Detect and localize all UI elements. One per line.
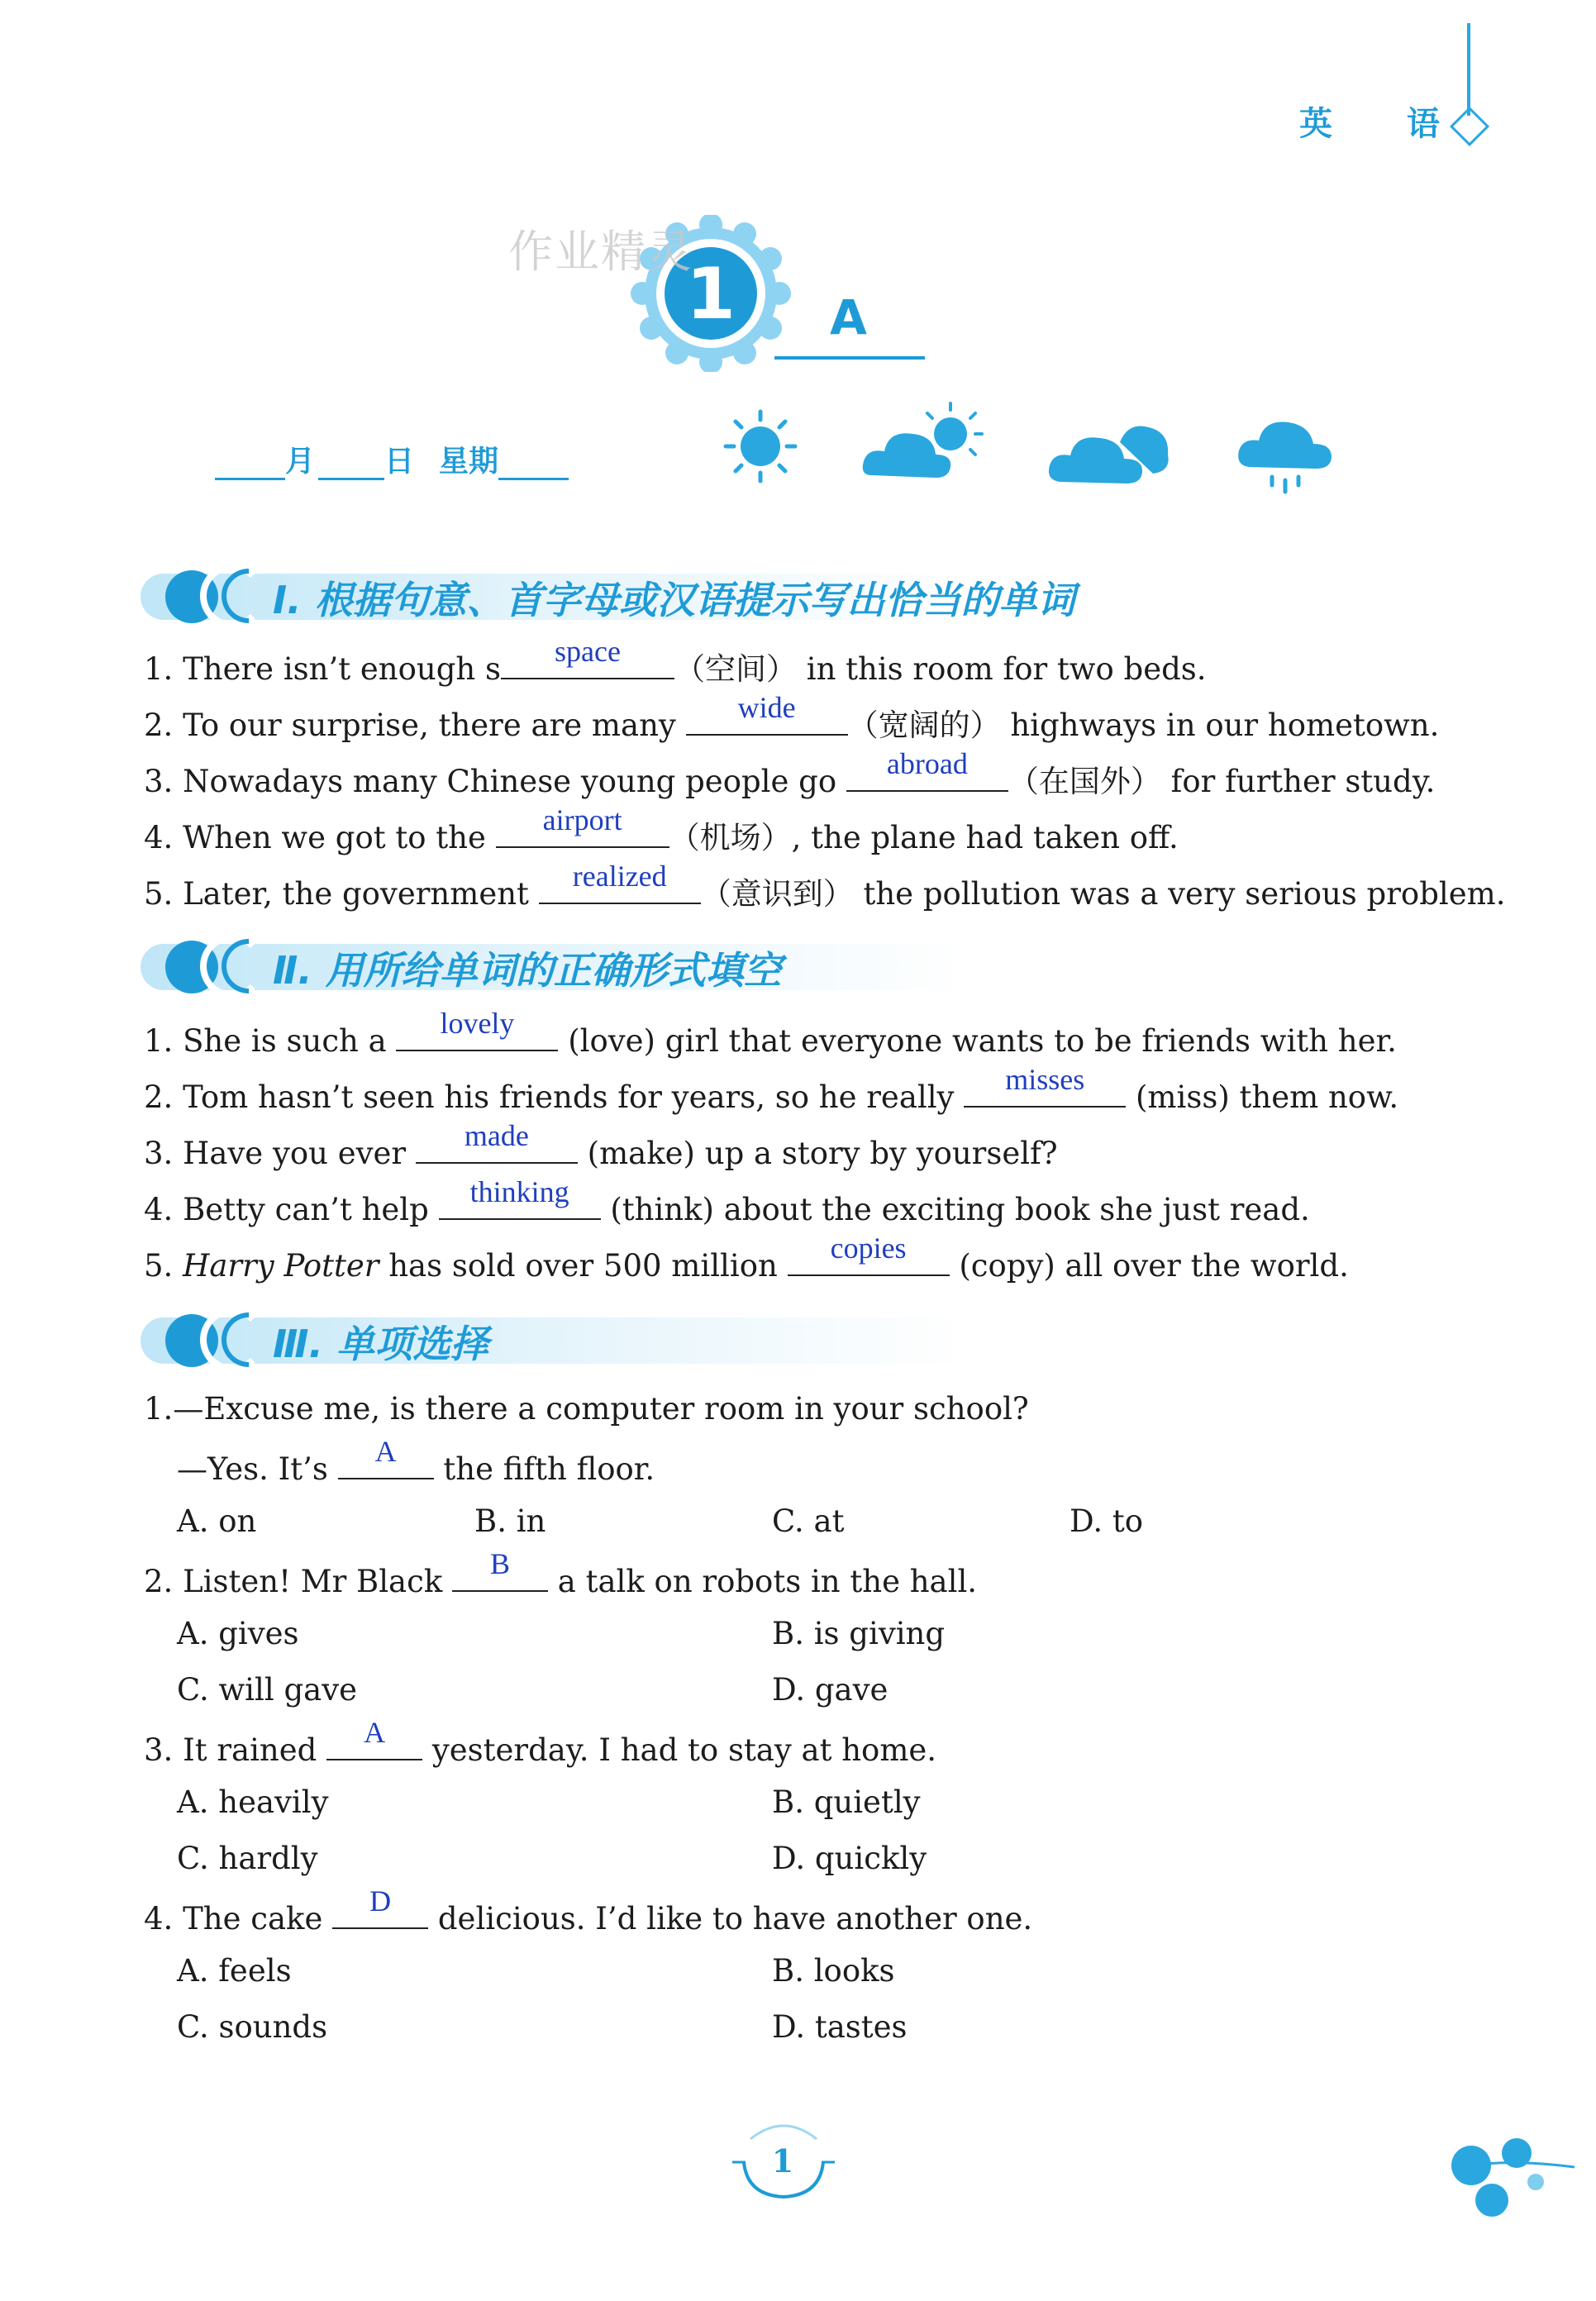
s3-q1-option-b[interactable]: B. in bbox=[474, 1503, 546, 1539]
decorative-dots-icon bbox=[1438, 2124, 1579, 2223]
s2-item-1: 1. She is such a lovely (love) girl that everyone wants to be friends with her. bbox=[144, 1007, 1397, 1059]
s3-answer-3[interactable]: A bbox=[326, 1726, 422, 1760]
day-blank[interactable] bbox=[318, 448, 384, 480]
s1-item-1: 1. There isn’t enough s space （空间） in this room for two beds. bbox=[144, 635, 1207, 687]
day-label: 日 bbox=[384, 445, 415, 479]
unit-number: 1 bbox=[686, 253, 736, 336]
s1-answer-3[interactable]: abroad bbox=[846, 757, 1008, 792]
month-label: 月 bbox=[285, 445, 316, 479]
rain-icon[interactable] bbox=[1236, 409, 1335, 500]
s1-answer-1[interactable]: space bbox=[501, 645, 674, 679]
weekday-blank[interactable] bbox=[498, 448, 569, 480]
s3-q1-option-a[interactable]: A. on bbox=[177, 1503, 257, 1539]
s1-item-5: 5. Later, the government realized （意识到） the pollution was a very serious problem. bbox=[144, 860, 1506, 912]
sun-icon[interactable] bbox=[719, 405, 802, 488]
section-1-title: Ⅰ. 根据句意、首字母或汉语提示写出恰当的单词 bbox=[273, 578, 1075, 622]
s3-q3: 3. It rained A yesterday. I had to stay at home. bbox=[144, 1716, 937, 1768]
unit-letter: A bbox=[830, 289, 867, 345]
month-blank[interactable] bbox=[215, 448, 285, 480]
s1-answer-4[interactable]: airport bbox=[496, 813, 669, 848]
s3-answer-4[interactable]: D bbox=[332, 1894, 428, 1929]
s2-answer-4[interactable]: thinking bbox=[439, 1185, 601, 1220]
weekday-label: 星期 bbox=[439, 445, 499, 479]
s2-item-4: 4. Betty can’t help thinking (think) about the exciting book she just read. bbox=[144, 1175, 1310, 1227]
s3-q3-option-c[interactable]: C. hardly bbox=[177, 1841, 318, 1876]
s3-q2-option-b[interactable]: B. is giving bbox=[772, 1616, 946, 1651]
s3-q1-option-c[interactable]: C. at bbox=[772, 1503, 845, 1539]
s3-q3-option-a[interactable]: A. heavily bbox=[177, 1784, 329, 1820]
partly-cloudy-icon[interactable] bbox=[860, 397, 992, 488]
section-2-heading bbox=[141, 934, 967, 1002]
page-number: 1 bbox=[771, 2142, 794, 2180]
s3-q4-option-a[interactable]: A. feels bbox=[177, 1953, 292, 1989]
s3-q1-line1: 1.—Excuse me, is there a computer room in your school? bbox=[144, 1391, 1029, 1427]
s2-item-5: 5. Harry Potter has sold over 500 million copies (copy) all over the world. bbox=[144, 1231, 1349, 1284]
s3-answer-1[interactable]: A bbox=[338, 1445, 434, 1479]
s2-answer-5[interactable]: copies bbox=[788, 1241, 950, 1276]
s3-q3-option-d[interactable]: D. quickly bbox=[772, 1841, 927, 1876]
s2-item-2: 2. Tom hasn’t seen his friends for years, so he really misses (miss) them now. bbox=[144, 1063, 1399, 1115]
section-1-heading bbox=[141, 564, 1075, 631]
s2-answer-1[interactable]: lovely bbox=[396, 1017, 558, 1051]
subject-label: 英 语 bbox=[1299, 105, 1471, 143]
cloudy-icon[interactable] bbox=[1046, 409, 1178, 488]
s1-item-2: 2. To our surprise, there are many wide （宽阔的） highways in our hometown. bbox=[144, 691, 1440, 743]
s3-q4-option-b[interactable]: B. looks bbox=[772, 1953, 895, 1989]
s3-q2-option-a[interactable]: A. gives bbox=[177, 1616, 299, 1651]
section-3-title: Ⅲ. 单项选择 bbox=[273, 1322, 488, 1366]
s3-q1-line2: —Yes. It’s A the fifth floor. bbox=[177, 1435, 655, 1487]
s1-item-3: 3. Nowadays many Chinese young people go abroad （在国外） for further study. bbox=[144, 747, 1436, 799]
s3-q2: 2. Listen! Mr Black B a talk on robots in the hall. bbox=[144, 1547, 978, 1599]
s2-item-3: 3. Have you ever made (make) up a story by yourself? bbox=[144, 1119, 1058, 1171]
date-row bbox=[215, 438, 569, 480]
s3-q4: 4. The cake D delicious. I’d like to have another one. bbox=[144, 1884, 1033, 1937]
s3-q1-option-d[interactable]: D. to bbox=[1070, 1503, 1144, 1539]
unit-underline bbox=[774, 356, 925, 360]
s1-answer-2[interactable]: wide bbox=[686, 701, 848, 736]
s3-q3-option-b[interactable]: B. quietly bbox=[772, 1784, 921, 1820]
s3-q4-option-c[interactable]: C. sounds bbox=[177, 2009, 328, 2045]
s2-answer-2[interactable]: misses bbox=[964, 1073, 1126, 1108]
s1-answer-5[interactable]: realized bbox=[539, 869, 701, 904]
s2-answer-3[interactable]: made bbox=[416, 1129, 578, 1164]
s3-q2-option-d[interactable]: D. gave bbox=[772, 1672, 889, 1708]
section-2-title: Ⅱ. 用所给单词的正确形式填空 bbox=[273, 948, 782, 993]
s3-answer-2[interactable]: B bbox=[452, 1557, 548, 1592]
watermark: 作业精灵 bbox=[508, 226, 693, 278]
s3-q2-option-c[interactable]: C. will gave bbox=[177, 1672, 357, 1708]
s3-q4-option-d[interactable]: D. tastes bbox=[772, 2009, 908, 2045]
section-3-heading bbox=[141, 1308, 967, 1375]
s1-item-4: 4. When we got to the airport （机场）, the plane had taken off. bbox=[144, 803, 1179, 855]
